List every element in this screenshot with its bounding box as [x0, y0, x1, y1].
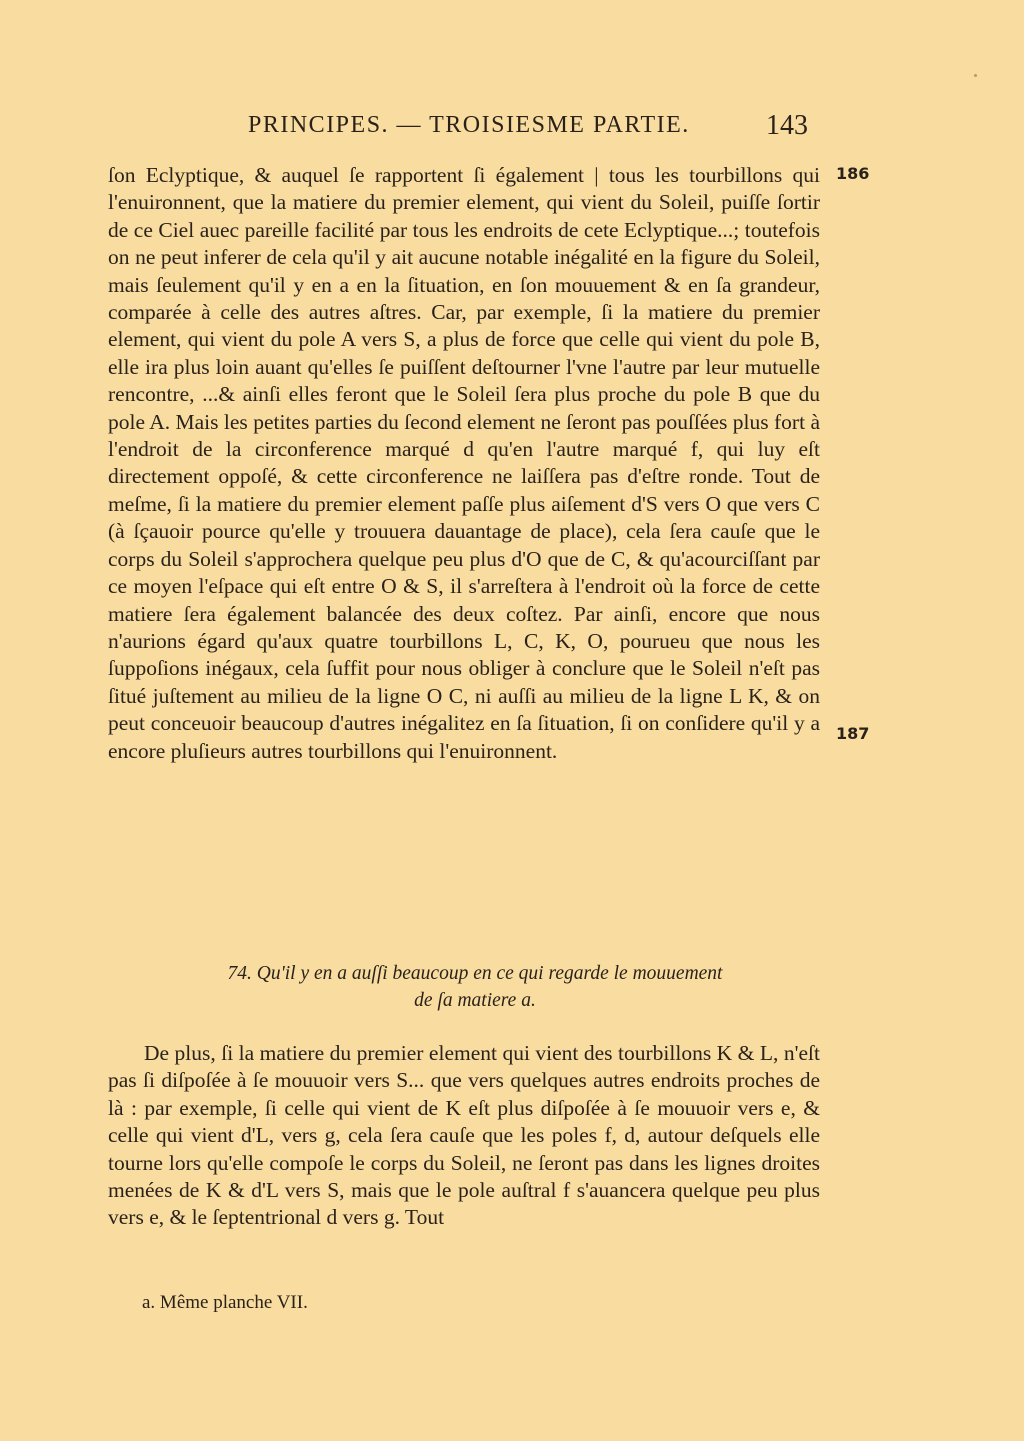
page-header — [0, 112, 1024, 148]
body-paragraph-2: De plus, ſi la matiere du premier element qui vient des tourbillons K & L, n'eſt pas ſi diſpoſée à ſe mouuoir vers S... que vers quelques autres endroits proches de là : par exemple, ſi celle qui vient de K eſt plus diſpoſée à ſe mouuoir vers e, & celle qui vient d'L, vers g, cela ſera cauſe que les poles f, d, autour deſquels elle tourne lors qu'elle compoſe le corps du Soleil, ne ſeront pas dans les lignes droites menées de K & d'L vers S, mais que le pole auſtral f s'auancera quelque peu plus vers e, & le ſeptentrional d vers g. Tout — [108, 1041, 820, 1230]
section-heading — [130, 960, 820, 1014]
margin-number-186: 186 — [836, 164, 870, 183]
running-title: PRINCIPES. — TROISIESME PARTIE. — [248, 112, 690, 138]
page-number: 143 — [766, 110, 808, 141]
section-heading-line-2: de ſa matiere a. — [414, 990, 536, 1011]
body-paragraph-1: ſon Eclyptique, & auquel ſe rapportent ſi également | tous les tourbillons qui l'enuironnent, que la matiere du premier element, qui vient du Soleil, puiſſe ſortir de ce Ciel auec pareille facilité par tous les endroits de cete Eclyptique...; toutefois on ne peut inferer de cela qu'il y ait aucune notable inégalité en la figure du Soleil, mais ſeulement qu'il y en a en la ſituation, en ſon mouuement & en ſa grandeur, comparée à celle des autres aſtres. Car, par exemple, ſi la matiere du premier element, qui vient du pole A vers S, a plus de force que celle qui vient du pole B, elle ira plus loin auant qu'elles ſe puiſſent deſtourner l'vne l'autre par leur mutuelle rencontre, ...& ainſi elles feront que le Soleil ſera plus proche du pole B que du pole A. Mais les petites parties du ſecond element ne ſeront pas pouſſées plus fort à l'endroit de la circonference marqué d qu'en l'autre marqué f, qui luy eſt directement oppoſé, & cette circonference ne laiſſera pas d'eſtre ronde. Tout de meſme, ſi la matiere du premier element paſſe plus aiſement d'S vers O que vers C (à ſçauoir pource qu'elle y trouuera dauantage de place), cela ſera cauſe que le corps du Soleil s'approchera quelque peu plus d'O que de C, & qu'acourciſſant par ce moyen l'eſpace qui eſt entre O & S, il s'arreſtera à l'endroit où la force de cette matiere ſera également balancée des deux coſtez. Par ainſi, encore que nous n'aurions égard qu'aux quatre tourbillons L, C, K, O, pourueu que nous les ſuppoſions inégaux, cela ſuffit pour nous obliger à conclure que le Soleil n'eſt pas ſitué juſtement au milieu de la ligne O C, ni auſſi au milieu de la ligne L K, & on peut conceuoir beaucoup d'autres inégalitez en ſa ſituation, ſi on conſidere qu'il y a encore pluſieurs autres tourbillons qui l'enuironnent. — [108, 163, 820, 763]
footnote: a. Même planche VII. — [142, 1292, 308, 1313]
paper-speck — [974, 74, 977, 77]
margin-number-187: 187 — [836, 724, 870, 743]
section-heading-line-1: 74. Qu'il y en a auſſi beaucoup en ce qui regarde le mouuement — [227, 963, 723, 984]
